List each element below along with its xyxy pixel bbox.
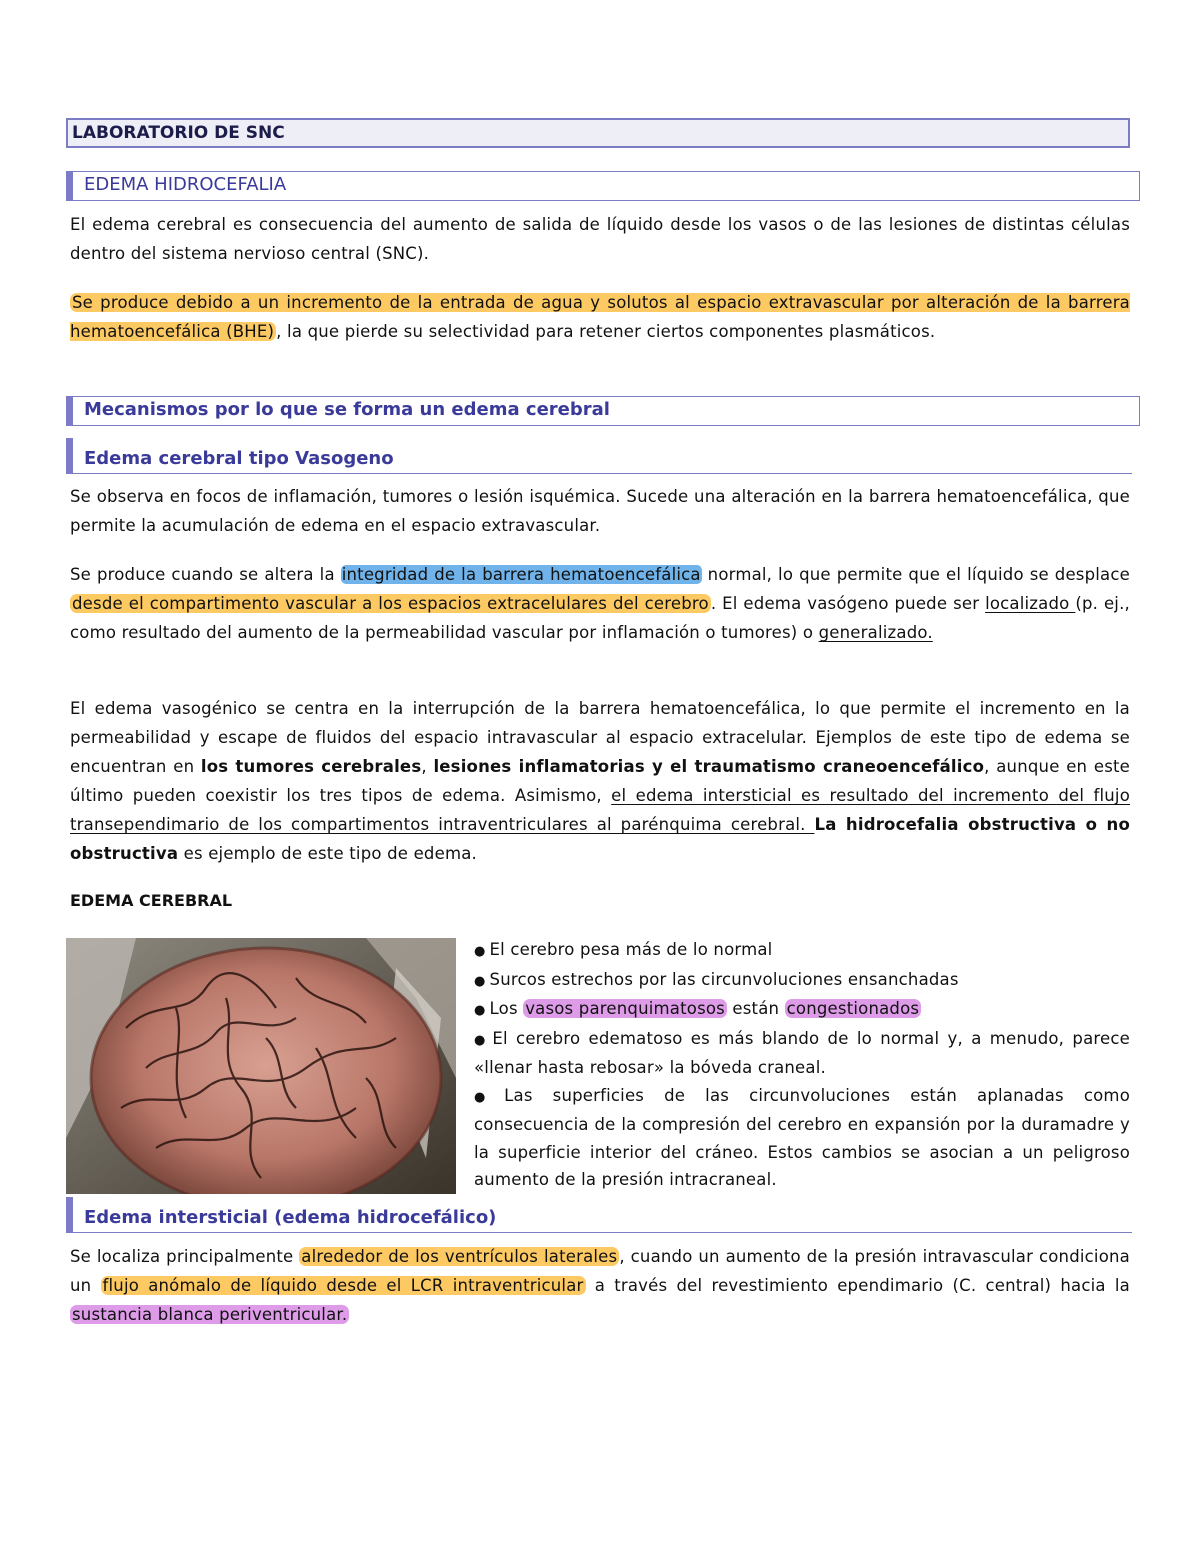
highlight-congestionados: congestionados <box>786 999 920 1018</box>
text-span: normal, lo que permite que el líquido se desplace <box>701 565 1130 584</box>
text-span: , cuando un aumento de la presión intravascular condiciona un <box>70 1247 1130 1295</box>
text-span: es ejemplo de este tipo de edema. <box>178 844 477 863</box>
section-heading-edema-hidrocefalia: EDEMA HIDROCEFALIA <box>66 171 1140 201</box>
bullet-icon: ● <box>474 944 486 959</box>
highlight-bhe: Se produce debido a un incremento de la entrada de agua y solutos al espacio extravascular por alteración de la barrera hematoencefálica (BHE) <box>70 293 1130 341</box>
paragraph-bhe-rest: , la que pierde su selectividad para retener ciertos componentes plasmáticos. <box>276 322 936 341</box>
bullet-text: Las superficies de las circunvoluciones están aplanadas como consecuencia de la compresión del cerebro en expansión por la duramadre y la superficie interior del cráneo. Estos cambios se asocian a un peligroso aumento de la presión intracraneal. <box>474 1085 1130 1189</box>
text-span: . El edema vasógeno puede ser <box>710 594 986 613</box>
bold-hidrocefalia: La hidrocefalia obstructiva o no obstructiva <box>70 815 1130 863</box>
text-span: a través del revestimiento ependimario (C. central) hacia la <box>585 1276 1130 1295</box>
highlight-flujo: flujo anómalo de líquido desde el LCR intraventricular <box>102 1276 584 1295</box>
bullet-text: Surcos estrechos por las circunvoluciones ensanchadas <box>489 969 959 989</box>
text-span: , <box>421 757 434 776</box>
highlight-ventriculos: alrededor de los ventrículos laterales <box>301 1247 618 1266</box>
highlight-integridad: integridad de la barrera hematoencefálica <box>341 565 701 584</box>
edema-signs-list <box>474 936 1130 1194</box>
text-span: , aunque en este último pueden coexistir los tres tipos de edema. Asimismo, <box>70 757 1131 805</box>
bullet-text: El cerebro edematoso es más blando de lo normal y, a menudo, parece «llenar hasta rebosar» la bóveda craneal. <box>474 1028 1130 1077</box>
section-heading-mecanismos: Mecanismos por lo que se forma un edema cerebral <box>66 396 1140 426</box>
brain-illustration <box>66 938 456 1194</box>
text-span: Los <box>489 999 524 1018</box>
subheading-intersticial: Edema intersticial (edema hidrocefálico) <box>66 1197 1132 1233</box>
paragraph-bhe <box>70 288 1130 346</box>
subheading-vasogeno: Edema cerebral tipo Vasogeno <box>66 438 1132 474</box>
bullet-icon: ● <box>474 1003 486 1018</box>
list-item <box>474 936 1130 966</box>
highlight-compartimento: desde el compartimento vascular a los espacios extracelulares del cerebro <box>72 594 709 613</box>
list-item <box>474 995 1130 1025</box>
bullet-icon: ● <box>474 973 486 989</box>
text-span: Se produce cuando se altera la <box>70 565 341 584</box>
bullet-text: El cerebro pesa más de lo normal <box>489 940 773 959</box>
label-edema-cerebral: EDEMA CEREBRAL <box>70 891 233 910</box>
list-item <box>474 1025 1130 1082</box>
underline-generalizado: generalizado. <box>818 623 933 642</box>
paragraph-vasogeno-2 <box>70 560 1130 647</box>
paragraph-vasogeno-1: Se observa en focos de inflamación, tumores o lesión isquémica. Sucede una alteración en la barrera hematoencefálica, que permite la acumulación de edema en el espacio extravascular. <box>70 487 1130 535</box>
text-span: (p. ej., como resultado del aumento de la permeabilidad vascular por inflamación o tumores) o <box>70 594 1130 642</box>
highlight-sustancia-blanca: sustancia blanca periventricular. <box>72 1305 348 1324</box>
paragraph-intro: El edema cerebral es consecuencia del aumento de salida de líquido desde los vasos o de las lesiones de distintas células dentro del sistema nervioso central (SNC). <box>70 215 1130 263</box>
bold-lesiones: lesiones inflamatorias y el traumatismo craneoencefálico <box>433 757 985 776</box>
brain-photo-icon <box>66 938 456 1194</box>
underline-localizado: localizado <box>985 594 1076 613</box>
text-span: Se localiza principalmente <box>70 1247 300 1266</box>
text-span: están <box>726 999 785 1018</box>
bullet-icon: ● <box>474 1089 501 1105</box>
text-span: El edema vasogénico se centra en la interrupción de la barrera hematoencefálica, lo que permite el incremento en la permeabilidad y escape de fluidos del espacio intravascular al espacio extracelular. Ejemplos de este tipo de edema se encuentran en <box>70 699 1130 776</box>
highlight-vasos: vasos parenquimatosos <box>525 999 725 1018</box>
bullet-icon: ● <box>474 1032 489 1048</box>
bold-tumores: los tumores cerebrales <box>200 757 422 776</box>
list-item <box>474 966 1130 996</box>
paragraph-intersticial <box>70 1242 1130 1329</box>
paragraph-vasogeno-3 <box>70 694 1130 868</box>
underline-intersticial: el edema intersticial es resultado del incremento del flujo transependimario de los compartimentos intraventriculares al parénquima cerebral. <box>70 786 1130 834</box>
document-title: LABORATORIO DE SNC <box>66 118 1130 148</box>
list-item <box>474 1082 1130 1194</box>
